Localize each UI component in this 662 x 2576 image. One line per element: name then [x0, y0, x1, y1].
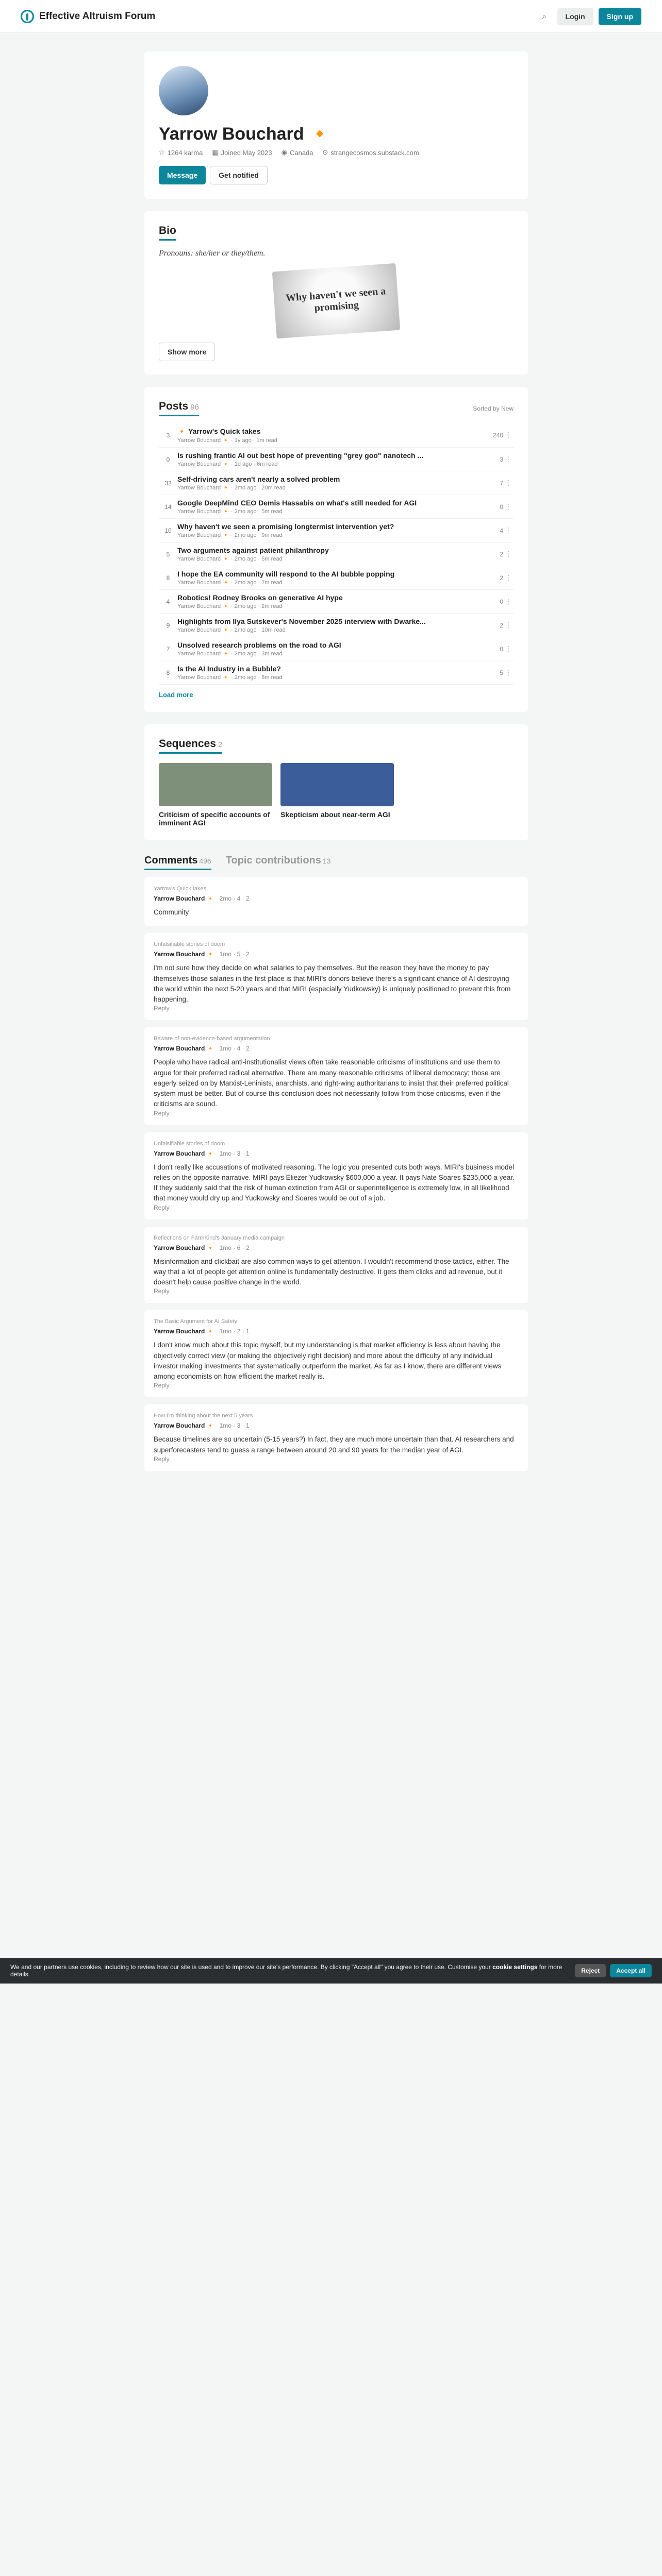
sequences-title: Sequences 2	[159, 738, 222, 754]
get-notified-button[interactable]: Get notified	[210, 166, 268, 184]
link-icon: ⊙	[322, 148, 328, 156]
brand[interactable]	[21, 10, 155, 23]
post-meta: Yarrow Bouchard 🔸 · 2mo ago · 9m read	[177, 532, 283, 538]
post-title[interactable]: 🔸 Yarrow's Quick takes	[177, 427, 261, 435]
message-button[interactable]: Message	[159, 166, 206, 184]
bio-section	[144, 211, 528, 375]
sequence-image	[280, 763, 394, 806]
load-more-link[interactable]: Load more	[159, 691, 193, 699]
profile-tabs	[144, 855, 528, 870]
comment-meta: 1mo · 3 · 1	[219, 1422, 250, 1430]
comment-author[interactable]: Yarrow Bouchard 🔸	[154, 1328, 214, 1335]
post-comment-count[interactable]: 0	[500, 645, 503, 653]
post-title[interactable]: Why haven't we seen a promising longtermist intervention yet?	[177, 522, 394, 531]
post-comment-count[interactable]: 4	[500, 527, 503, 534]
post-comment-count[interactable]: 0	[500, 503, 503, 511]
post-karma: 32	[164, 479, 172, 487]
comment-author[interactable]: Yarrow Bouchard 🔸	[154, 1149, 214, 1157]
post-list	[159, 423, 514, 685]
avatar	[159, 66, 208, 115]
posts-title: Posts 96	[159, 400, 199, 416]
comment-body: Misinformation and clickbait are also common ways to get attention. I wouldn't recommend those tactics, either. The way that a lot of people get attention online is fundamentally destructive. It gets them clicks and ad revenue, but it doesn't help cause positive change in the world.	[154, 1257, 509, 1286]
post-karma: 0	[166, 455, 170, 463]
more-options-icon[interactable]: ⋮	[505, 645, 512, 653]
comment	[144, 1027, 528, 1125]
comment-meta: 1mo · 3 · 1	[219, 1149, 250, 1157]
comment-meta: 1mo · 2 · 1	[219, 1328, 250, 1335]
post-title[interactable]: Is the AI Industry in a Bubble?	[177, 665, 281, 673]
post-comment-count[interactable]: 3	[500, 455, 503, 463]
profile-name: Yarrow Bouchard 🔸	[159, 124, 331, 144]
comment	[144, 877, 528, 926]
comment	[144, 1404, 528, 1471]
more-options-icon[interactable]: ⋮	[505, 621, 512, 630]
post-comment-count[interactable]: 5	[500, 669, 503, 676]
post-row[interactable]	[159, 495, 514, 519]
post-row[interactable]	[159, 637, 514, 661]
post-row[interactable]	[159, 471, 514, 495]
reply-link[interactable]: Reply	[154, 1204, 170, 1211]
post-title[interactable]: Unsolved research problems on the road to AGI	[177, 641, 341, 649]
post-title[interactable]: Self-driving cars aren't nearly a solved problem	[177, 475, 340, 483]
comment-post-link[interactable]: Unfalsifiable stories of doom	[154, 941, 225, 948]
cookie-settings-link[interactable]: cookie settings	[492, 1963, 538, 1971]
bio-image: Why haven't we seen a promising	[272, 263, 400, 338]
post-karma: 5	[166, 550, 170, 558]
profile-page	[144, 52, 528, 1471]
post-title[interactable]: Highlights from Ilya Sutskever's November 2025 interview with Dwarke...	[177, 617, 426, 625]
post-row[interactable]	[159, 423, 514, 448]
post-karma: 10	[164, 527, 172, 534]
comment-body: People who have radical anti-institutionalist views often take reasonable criticisms of institutions and use them to argue for their preferred radical alternative. There are many reasonable criticisms of liberal democracy; those are eagerly seized on by Marxist-Leninists, anarchists, and right-wing authoritarians to insist that their preferred political system must be better. But of course this conclusion does not necessarily follow from those criticisms, even if the criticisms are sound.	[154, 1058, 509, 1108]
comment-meta: 2mo · 4 · 2	[219, 895, 250, 902]
post-karma: 7	[166, 645, 170, 653]
more-options-icon[interactable]: ⋮	[505, 526, 512, 535]
post-row[interactable]	[159, 661, 514, 685]
post-comment-count[interactable]: 240	[492, 432, 503, 439]
karma-count: ☆ 1264 karma	[159, 148, 203, 157]
tab-comments[interactable]: Comments 496	[144, 855, 211, 870]
post-meta: Yarrow Bouchard 🔸 · 2mo ago · 20m read	[177, 485, 286, 491]
post-comment-count[interactable]: 2	[500, 574, 503, 582]
post-title[interactable]: Google DeepMind CEO Demis Hassabis on what's still needed for AGI	[177, 499, 417, 507]
search-icon[interactable]: ⌕	[542, 11, 547, 21]
sequence-card[interactable]	[159, 763, 272, 827]
comment-body: Community	[154, 908, 189, 916]
comment-author[interactable]: Yarrow Bouchard 🔸	[154, 1422, 214, 1430]
comment	[144, 1132, 528, 1219]
comment-meta: 1mo · 6 · 2	[219, 1244, 250, 1251]
comment-meta: 1mo · 4 · 2	[219, 1045, 250, 1053]
comment-author[interactable]: Yarrow Bouchard 🔸	[154, 1244, 214, 1251]
comment-post-link[interactable]: Reflections on FarmKind's January media campaign	[154, 1234, 285, 1241]
pin-icon: ◉	[281, 148, 287, 156]
profile-card	[144, 52, 528, 199]
post-karma: 8	[166, 669, 170, 676]
sort-dropdown[interactable]: Sorted by New	[473, 404, 514, 412]
sequences-section	[144, 724, 528, 840]
profile-meta	[159, 148, 514, 157]
post-karma: 14	[164, 503, 172, 511]
post-meta: Yarrow Bouchard 🔸 · 2mo ago · 3m read	[177, 651, 283, 657]
post-karma: 9	[166, 621, 170, 629]
post-meta: Yarrow Bouchard 🔸 · 2mo ago · 7m read	[177, 580, 283, 586]
sequence-card[interactable]	[280, 763, 394, 827]
post-title[interactable]: I hope the EA community will respond to the AI bubble popping	[177, 570, 395, 578]
more-options-icon[interactable]: ⋮	[505, 668, 512, 677]
comment-post-link[interactable]: How I'm thinking about the next 5 years	[154, 1413, 253, 1419]
star-icon: ☆	[159, 148, 165, 156]
comment-list	[144, 877, 528, 1471]
reply-link[interactable]: Reply	[154, 1382, 170, 1389]
more-options-icon[interactable]: ⋮	[505, 597, 512, 606]
post-karma: 4	[166, 598, 170, 605]
reply-link[interactable]: Reply	[154, 1287, 170, 1295]
reply-link[interactable]: Reply	[154, 1109, 170, 1117]
more-options-icon[interactable]: ⋮	[505, 550, 512, 558]
post-comment-count[interactable]: 2	[500, 621, 503, 629]
post-row[interactable]	[159, 614, 514, 637]
post-meta: Yarrow Bouchard 🔸 · 1d ago · 6m read	[177, 461, 278, 467]
login-button[interactable]: Login	[557, 8, 593, 25]
comment-author[interactable]: Yarrow Bouchard 🔸	[154, 895, 214, 902]
more-options-icon[interactable]: ⋮	[505, 502, 512, 511]
tab-topic-contributions[interactable]: Topic contributions 13	[225, 855, 331, 866]
signup-button[interactable]: Sign up	[599, 8, 641, 25]
comment-post-link[interactable]: The Basic Argument for AI Safety	[154, 1318, 238, 1325]
post-row[interactable]	[159, 543, 514, 566]
post-comment-count[interactable]: 2	[500, 550, 503, 558]
comment-post-link[interactable]: Beware of non-evidence-based argumentation	[154, 1036, 270, 1042]
posts-section	[144, 387, 528, 712]
comment	[144, 933, 528, 1020]
post-karma: 3	[166, 432, 170, 439]
brand-name: Effective Altruism Forum	[39, 10, 156, 22]
cookie-banner	[0, 1958, 662, 1984]
post-meta: Yarrow Bouchard 🔸 · 2mo ago · 10m read	[177, 627, 286, 633]
comment-body: I don't know much about this topic myself, but my understanding is that market efficiency is less about having the objectively correct view (or making the objectively right decision) and more about the difficulty of any individual investor making investments that systematically outperform the market. As far as I know, there are different views among economists on how efficient the market really is.	[154, 1341, 502, 1380]
comment-body: I don't really like accusations of motivated reasoning. The logic you presented cuts both ways. MIRI's business model relies on the opposite narrative. MIRI pays Eliezer Yudkowsky $600,000 a year. It pays Nate Soares $235,000 a year. If they suddenly said that the risk of human extinction from AGI or superintelligence is extremely low, in all likelihood that money would dry up and Yudkowsky and Soares would be out of a job.	[154, 1163, 515, 1202]
post-row[interactable]	[159, 590, 514, 614]
comment-author[interactable]: Yarrow Bouchard 🔸	[154, 1045, 214, 1053]
post-comment-count[interactable]: 0	[500, 598, 503, 605]
location: ◉ Canada	[281, 148, 313, 157]
post-comment-count[interactable]: 7	[500, 479, 503, 487]
comment-post-link[interactable]: Unfalsifiable stories of doom	[154, 1140, 225, 1147]
calendar-icon: ▦	[212, 148, 219, 156]
post-karma: 8	[166, 574, 170, 582]
comment-body: Because timelines are so uncertain (5-15 years?) In fact, they are much more uncertain than that. AI researchers and superforecasters tend to guess a range between around 20 and 90 years for the median year of AGI.	[154, 1435, 514, 1454]
post-title[interactable]: Robotics! Rodney Brooks on generative AI hype	[177, 594, 343, 602]
post-meta: Yarrow Bouchard 🔸 · 2mo ago · 5m read	[177, 556, 283, 562]
more-options-icon[interactable]: ⋮	[505, 431, 512, 439]
bio-text: Pronouns: she/her or they/them.	[159, 249, 266, 258]
comment-meta: 1mo · 5 · 2	[219, 951, 250, 958]
post-meta: Yarrow Bouchard 🔸 · 1y ago · 1m read	[177, 437, 277, 444]
more-options-icon[interactable]: ⋮	[505, 455, 512, 464]
comment	[144, 1310, 528, 1397]
sequence-title: Skepticism about near-term AGI	[280, 810, 390, 819]
comment-post-link[interactable]: Yarrow's Quick takes	[154, 886, 207, 892]
more-options-icon[interactable]: ⋮	[505, 479, 512, 487]
website-link[interactable]: ⊙ strangecosmos.substack.com	[322, 148, 419, 157]
bio-title: Bio	[159, 225, 176, 241]
reject-cookies-button[interactable]: Reject	[575, 1964, 606, 1977]
reply-link[interactable]: Reply	[154, 1455, 170, 1463]
post-title[interactable]: Is rushing frantic AI out best hope of preventing "grey goo" nanotech ...	[177, 451, 424, 460]
post-row[interactable]	[159, 566, 514, 590]
top-navigation-bar	[0, 0, 662, 33]
show-more-button[interactable]: Show more	[159, 343, 215, 361]
accept-cookies-button[interactable]: Accept all	[610, 1964, 652, 1977]
cookie-text: We and our partners use cookies, including to review how our site is used and to improve our site's performance. By clicking "Accept all" you agree to their use. Customise your cookie settings for more details.	[10, 1963, 562, 1978]
post-row[interactable]	[159, 519, 514, 543]
sequence-image	[159, 763, 272, 806]
reply-link[interactable]: Reply	[154, 1005, 170, 1012]
post-meta: Yarrow Bouchard 🔸 · 2mo ago · 8m read	[177, 674, 283, 681]
post-title[interactable]: Two arguments against patient philanthropy	[177, 546, 329, 554]
more-options-icon[interactable]: ⋮	[505, 573, 512, 582]
comment	[144, 1227, 528, 1303]
sequence-title: Criticism of specific accounts of imminent AGI	[159, 810, 270, 827]
comment-author[interactable]: Yarrow Bouchard 🔸	[154, 951, 214, 958]
forum-logo-icon	[21, 10, 34, 23]
post-meta: Yarrow Bouchard 🔸 · 2mo ago · 2m read	[177, 603, 283, 609]
sequence-grid	[159, 763, 514, 827]
post-row[interactable]	[159, 448, 514, 471]
post-meta: Yarrow Bouchard 🔸 · 2mo ago · 5m read	[177, 509, 283, 515]
comment-body: I'm not sure how they decide on what salaries to pay themselves. But the reason they have the money to pay themselves those salaries in the first place is that MIRI's donors believe there's a significant chance of AI destroying the world within the next 5-20 years and that MIRI (especially Yudkowsky) is uniquely positioned to prevent this from happening.	[154, 964, 511, 1003]
join-date: ▦ Joined May 2023	[212, 148, 272, 157]
